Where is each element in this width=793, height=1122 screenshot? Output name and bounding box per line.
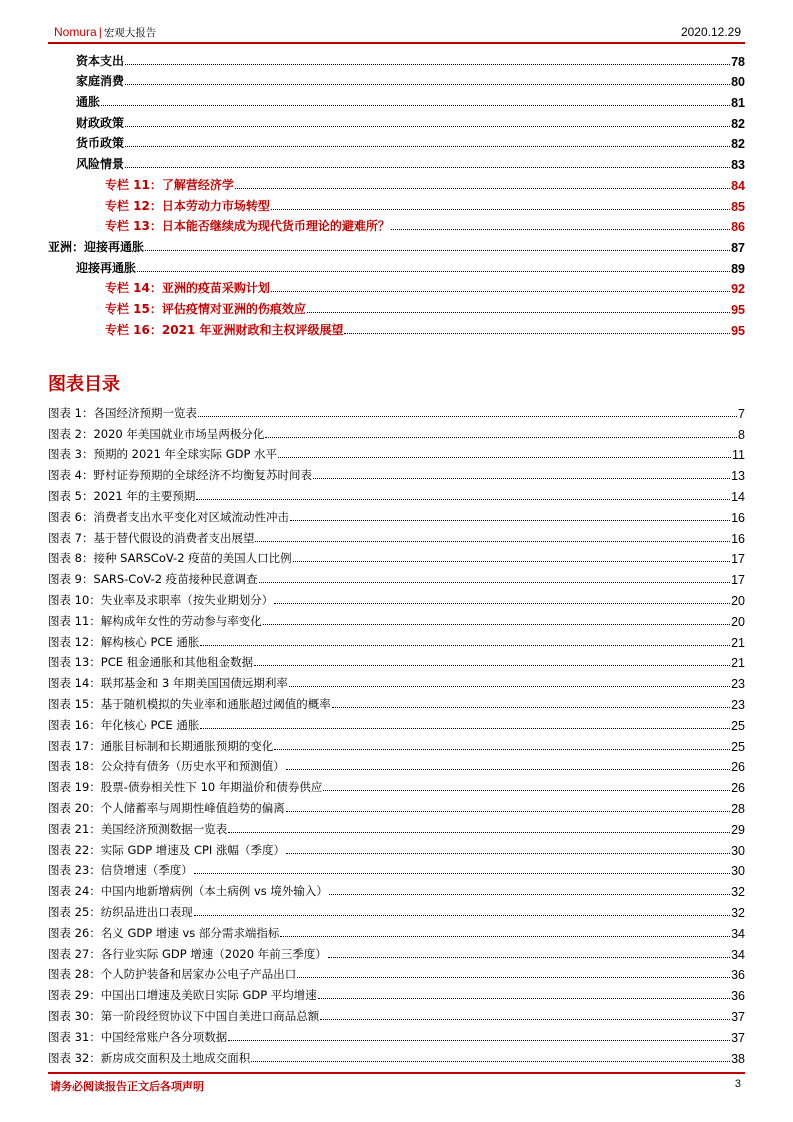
dot-leader (286, 853, 730, 854)
toc-entry-page: 82 (731, 116, 745, 131)
toc-entry-page: 82 (731, 137, 745, 152)
figures-heading: 图表目录 (48, 374, 120, 395)
toc-entry-title: 专栏 11：了解营经济学 (105, 177, 234, 192)
figure-entry[interactable] (48, 795, 745, 816)
dot-leader (125, 167, 730, 168)
toc-entry-title: 图表 9：SARS-CoV-2 疫苗接种民意调查 (48, 572, 258, 587)
figure-entry[interactable] (48, 608, 745, 629)
toc-entry-page: 95 (731, 323, 745, 338)
toc-entry-title: 图表 29：中国出口增速及美欧日实际 GDP 平均增速 (48, 988, 317, 1003)
toc-entry-title: 图表 24：中国内地新增病例（本土病例 vs 境外输入） (48, 884, 328, 899)
toc-entry-page: 34 (731, 947, 745, 962)
figure-entry[interactable] (48, 712, 745, 733)
dot-leader (194, 915, 730, 916)
toc-entry-page: 83 (731, 158, 745, 173)
nomura-logo: Nomura | 宏观大报告 (54, 25, 157, 39)
toc-entry-page: 16 (731, 531, 745, 546)
figure-entry[interactable] (48, 400, 745, 421)
figure-entry[interactable] (48, 629, 745, 650)
dot-leader (125, 84, 730, 85)
toc-entry-page: 26 (731, 760, 745, 775)
figure-entry[interactable] (48, 1045, 745, 1066)
dot-leader (332, 707, 730, 708)
dot-leader (274, 749, 730, 750)
toc-entry[interactable] (48, 317, 745, 338)
page-header (48, 24, 745, 44)
toc-entry-title: 图表 32：新房成交面积及土地成交面积 (48, 1050, 251, 1065)
toc-entry-page: 37 (731, 1030, 745, 1045)
page-number: 3 (734, 1078, 741, 1090)
dot-leader (137, 271, 730, 272)
toc-entry-page: 36 (731, 968, 745, 983)
toc-entry[interactable] (48, 255, 745, 276)
figure-entry[interactable] (48, 421, 745, 442)
toc-entry-page: 81 (731, 96, 745, 111)
figure-entry[interactable] (48, 483, 745, 504)
toc-entry-title: 图表 23：信贷增速（季度） (48, 863, 193, 878)
figure-entry[interactable] (48, 1003, 745, 1024)
toc-entry-title: 货币政策 (76, 136, 125, 151)
toc-entry-title: 图表 7：基于替代假设的消费者支出展望 (48, 530, 255, 545)
dot-leader (259, 582, 730, 583)
toc-entry-title: 图表 15：基于随机模拟的失业率和通胀超过阈值的概率 (48, 696, 331, 711)
toc-entry-title: 图表 19：股票-债券相关性下 10 年期溢价和债券供应 (48, 780, 323, 795)
toc-entry-title: 迎接再通胀 (76, 260, 137, 275)
dot-leader (254, 665, 730, 666)
dot-leader (293, 561, 730, 562)
figure-entry[interactable] (48, 650, 745, 671)
toc-entry-title: 图表 6：消费者支出水平变化对区域流动性冲击 (48, 509, 289, 524)
figure-entry[interactable] (48, 858, 745, 879)
toc-entry-title: 图表 14：联邦基金和 3 年期美国国债远期利率 (48, 676, 288, 691)
toc-entry-page: 23 (731, 697, 745, 712)
toc-entry-title: 图表 28：个人防护装备和居家办公电子产品出口 (48, 967, 297, 982)
dot-leader (196, 499, 730, 500)
toc-entry-title: 财政政策 (76, 115, 125, 130)
table-of-contents (48, 48, 745, 338)
toc-entry[interactable] (48, 110, 745, 131)
figure-entry[interactable] (48, 691, 745, 712)
toc-entry[interactable] (48, 89, 745, 110)
toc-entry[interactable] (48, 276, 745, 297)
dot-leader (328, 957, 730, 958)
dot-leader (280, 936, 730, 937)
dot-leader (263, 624, 730, 625)
dot-leader (271, 291, 730, 292)
figure-entry[interactable] (48, 962, 745, 983)
toc-entry-page: 38 (731, 1051, 745, 1066)
figure-entry[interactable] (48, 670, 745, 691)
toc-entry-title: 图表 4：野村证券预期的全球经济不均衡复苏时间表 (48, 468, 312, 483)
dot-leader (290, 520, 730, 521)
dot-leader (228, 1040, 730, 1041)
toc-entry-page: 25 (731, 718, 745, 733)
figure-entry[interactable] (48, 442, 745, 463)
toc-entry-title: 图表 10：失业率及求职率（按失业期划分） (48, 592, 274, 607)
dot-leader (200, 645, 730, 646)
toc-entry-title: 亚洲：迎接再通胀 (48, 239, 145, 254)
toc-entry-page: 87 (731, 240, 745, 255)
figure-entry[interactable] (48, 878, 745, 899)
dot-leader (323, 790, 730, 791)
dot-leader (235, 188, 730, 189)
dot-leader (286, 811, 730, 812)
toc-entry-page: 14 (731, 489, 745, 504)
toc-entry-page: 13 (731, 469, 745, 484)
toc-entry-page: 28 (731, 801, 745, 816)
toc-entry-title: 图表 17：通胀目标制和长期通胀预期的变化 (48, 738, 274, 753)
toc-entry-page: 95 (731, 302, 745, 317)
figure-entry[interactable] (48, 754, 745, 775)
toc-entry-title: 图表 11：解构成年女性的劳动参与率变化 (48, 613, 262, 628)
toc-entry-page: 25 (731, 739, 745, 754)
dot-leader (198, 416, 737, 417)
dot-leader (307, 312, 730, 313)
toc-entry-title: 家庭消费 (76, 74, 125, 89)
toc-entry-page: 92 (731, 282, 745, 297)
toc-entry-title: 图表 18：公众持有债务（历史水平和预测值） (48, 759, 285, 774)
page-footer (48, 1072, 745, 1092)
toc-entry-page: 34 (731, 926, 745, 941)
disclaimer-notice: 请务必阅读报告正文后各项声明 (50, 1080, 204, 1093)
dot-leader (200, 728, 730, 729)
toc-entry[interactable] (48, 151, 745, 172)
figure-entry[interactable] (48, 837, 745, 858)
toc-entry[interactable] (48, 131, 745, 152)
figure-entry[interactable] (48, 1024, 745, 1045)
dot-leader (289, 686, 730, 687)
toc-entry-page: 84 (731, 178, 745, 193)
toc-entry-title: 图表 13：PCE 租金通胀和其他租金数据 (48, 655, 254, 670)
dot-leader (125, 64, 730, 65)
toc-entry-page: 86 (731, 220, 745, 235)
toc-entry-title: 专栏 12：日本劳动力市场转型 (105, 198, 270, 213)
toc-entry-page: 80 (731, 75, 745, 90)
figure-entry[interactable] (48, 504, 745, 525)
figure-entry[interactable] (48, 462, 745, 483)
dot-leader (101, 105, 730, 106)
toc-entry-title: 图表 21：美国经济预测数据一览表 (48, 821, 228, 836)
dot-leader (125, 146, 730, 147)
dot-leader (274, 603, 730, 604)
figure-entry[interactable] (48, 733, 745, 754)
dot-leader (265, 437, 737, 438)
dot-leader (313, 478, 730, 479)
dot-leader (318, 998, 730, 999)
toc-entry-page: 89 (731, 261, 745, 276)
figure-entry[interactable] (48, 566, 745, 587)
toc-entry-title: 图表 5：2021 年的主要预期 (48, 488, 196, 503)
figure-entry[interactable] (48, 816, 745, 837)
dot-leader (251, 1061, 730, 1062)
dot-leader (391, 229, 730, 230)
toc-entry-title: 专栏 14：亚洲的疫苗采购计划 (105, 281, 270, 296)
toc-entry-page: 16 (731, 510, 745, 525)
dot-leader (320, 1019, 730, 1020)
toc-entry[interactable] (48, 296, 745, 317)
toc-entry[interactable] (48, 48, 745, 69)
toc-entry-page: 11 (732, 448, 745, 463)
figure-entry[interactable] (48, 546, 745, 567)
toc-entry-page: 21 (731, 656, 745, 671)
toc-entry-title: 图表 27：各行业实际 GDP 增速（2020 年前三季度） (48, 946, 327, 961)
figure-entry[interactable] (48, 525, 745, 546)
figure-entry[interactable] (48, 587, 745, 608)
toc-entry-page: 36 (731, 989, 745, 1004)
dot-leader (271, 209, 730, 210)
toc-entry-page: 29 (731, 822, 745, 837)
toc-entry-page: 32 (731, 885, 745, 900)
toc-entry-title: 图表 2：2020 年美国就业市场呈两极分化 (48, 426, 265, 441)
dot-leader (255, 541, 730, 542)
figure-entry[interactable] (48, 982, 745, 1003)
toc-entry[interactable] (48, 214, 745, 235)
toc-entry-title: 图表 26：名义 GDP 增速 vs 部分需求端指标 (48, 925, 280, 940)
toc-entry-title: 图表 3：预期的 2021 年全球实际 GDP 水平 (48, 447, 278, 462)
report-date: 2020.12.29 (680, 25, 741, 39)
toc-entry-page: 17 (731, 552, 745, 567)
toc-entry[interactable] (48, 234, 745, 255)
toc-entry[interactable] (48, 193, 745, 214)
dot-leader (145, 250, 730, 251)
toc-entry-title: 图表 25：纺织品进出口表现 (48, 904, 193, 919)
figure-entry[interactable] (48, 920, 745, 941)
dot-leader (228, 832, 730, 833)
figure-list (48, 400, 745, 1066)
dot-leader (329, 894, 730, 895)
toc-entry-page: 8 (738, 427, 745, 442)
toc-entry-page: 23 (731, 677, 745, 692)
toc-entry-page: 30 (731, 864, 745, 879)
toc-entry[interactable] (48, 172, 745, 193)
dot-leader (286, 769, 730, 770)
figure-entry[interactable] (48, 941, 745, 962)
toc-entry-title: 图表 31：中国经常账户各分项数据 (48, 1029, 228, 1044)
toc-entry-page: 7 (738, 406, 745, 421)
toc-entry-title: 图表 20：个人储蓄率与周期性峰值趋势的偏离 (48, 800, 285, 815)
toc-entry-page: 32 (731, 905, 745, 920)
toc-entry-page: 85 (731, 199, 745, 214)
dot-leader (125, 126, 730, 127)
toc-entry-page: 20 (731, 593, 745, 608)
toc-entry-title: 专栏 13：日本能否继续成为现代货币理论的避难所？ (105, 219, 390, 234)
toc-entry-page: 78 (731, 54, 745, 69)
toc-entry-title: 专栏 15：评估疫情对亚洲的伤痕效应 (105, 301, 306, 316)
toc-entry-page: 30 (731, 843, 745, 858)
toc-entry-page: 17 (731, 573, 745, 588)
dot-leader (297, 977, 730, 978)
report-name: 宏观大报告 (103, 27, 157, 39)
toc-entry-page: 37 (731, 1009, 745, 1024)
dot-leader (194, 873, 730, 874)
figure-entry[interactable] (48, 774, 745, 795)
toc-entry[interactable] (48, 69, 745, 90)
toc-entry-title: 图表 30：第一阶段经贸协议下中国自美进口商品总额 (48, 1008, 320, 1023)
toc-entry-title: 风险情景 (76, 157, 125, 172)
toc-entry-title: 资本支出 (76, 53, 125, 68)
toc-entry-title: 图表 16：年化核心 PCE 通胀 (48, 717, 200, 732)
toc-entry-title: 图表 8：接种 SARSCoV-2 疫苗的美国人口比例 (48, 551, 292, 566)
dot-leader (344, 333, 730, 334)
toc-entry-title: 图表 1：各国经济预期一览表 (48, 405, 197, 420)
toc-entry-title: 图表 22：实际 GDP 增速及 CPI 涨幅（季度） (48, 842, 285, 857)
toc-entry-page: 20 (731, 614, 745, 629)
figure-entry[interactable] (48, 899, 745, 920)
toc-entry-page: 21 (731, 635, 745, 650)
toc-entry-title: 图表 12：解构核心 PCE 通胀 (48, 634, 200, 649)
toc-entry-page: 26 (731, 781, 745, 796)
dot-leader (278, 457, 731, 458)
toc-entry-title: 通胀 (76, 95, 101, 110)
toc-entry-title: 专栏 16：2021 年亚洲财政和主权评级展望 (105, 322, 344, 337)
